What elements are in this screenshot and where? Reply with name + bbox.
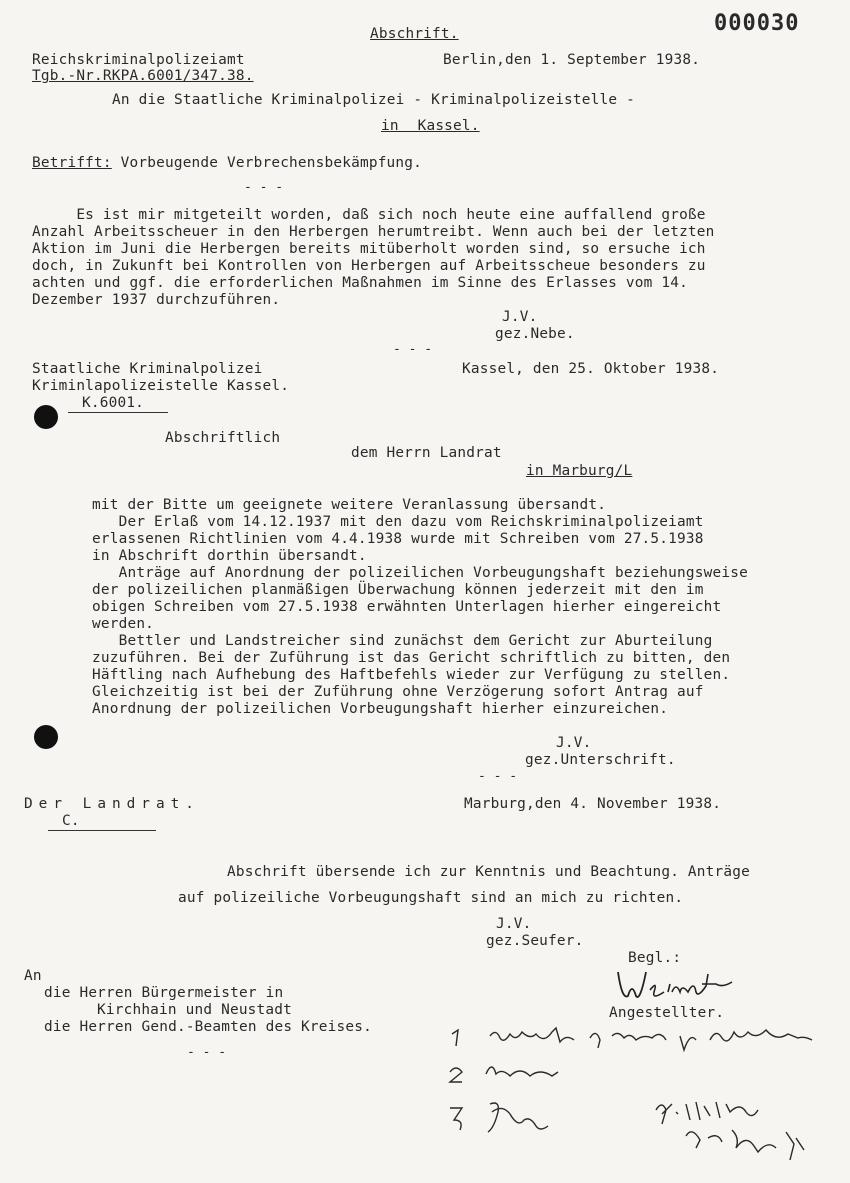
letter3-reference: C. bbox=[62, 813, 80, 829]
body-line: achten und ggf. die erforderlichen Maßnahmen im Sinne des Erlasses vom 14. bbox=[32, 275, 688, 291]
addressee-an: An bbox=[24, 968, 42, 984]
letter3-body-line1: Abschrift übersende ich zur Kenntnis und Beachtung. Anträge bbox=[227, 864, 750, 880]
letter3-place-date: Marburg,den 4. November 1938. bbox=[464, 796, 722, 812]
letter1-recipient-line2: in Kassel. bbox=[381, 118, 480, 134]
separator: - - - bbox=[244, 180, 284, 195]
document-number: 000030 bbox=[714, 11, 800, 36]
body-line: Anordnung der polizeilichen Vorbeugungshaft hierher einzureichen. bbox=[92, 701, 669, 717]
body-line: Der Erlaß vom 14.12.1937 mit den dazu vom Reichskriminalpolizeiamt bbox=[92, 514, 704, 530]
body-line: obigen Schreiben vom 27.5.1938 erwähnten Unterlagen hierher eingereicht bbox=[92, 599, 722, 615]
body-line: Anzahl Arbeitsscheuer in den Herbergen herumtreibt. Wenn auch bei der letzten bbox=[32, 224, 715, 240]
letter1-sign-name: gez.Nebe. bbox=[495, 326, 575, 342]
body-line: Gleichzeitig ist bei der Zuführung ohne Verzögerung sofort Antrag auf bbox=[92, 684, 704, 700]
body-line: der polizeilichen planmäßigen Überwachung können jederzeit mit den im bbox=[92, 582, 704, 598]
reference-underline bbox=[48, 830, 156, 831]
body-line: Häftling nach Aufhebung des Haftbefehls wieder zur Verfügung zu stellen. bbox=[92, 667, 731, 683]
letter1-recipient-line1: An die Staatliche Kriminalpolizei - Kriminalpolizeistelle - bbox=[112, 92, 635, 108]
addressee-line: die Herren Gend.-Beamten des Kreises. bbox=[44, 1019, 372, 1035]
letter3-sign-jv: J.V. bbox=[496, 916, 532, 932]
handwritten-notes bbox=[440, 1020, 840, 1170]
body-line: in Abschrift dorthin übersandt. bbox=[92, 548, 367, 564]
document-title: Abschrift. bbox=[370, 26, 459, 42]
letter3-office: Der Landrat. bbox=[24, 796, 200, 812]
separator: - - - bbox=[478, 769, 518, 784]
body-line: Anträge auf Anordnung der polizeilichen Vorbeugungshaft beziehungsweise bbox=[92, 565, 748, 581]
separator: - - - bbox=[187, 1045, 227, 1060]
letter2-reference: K.6001. bbox=[82, 395, 145, 411]
letter1-office: Reichskriminalpolizeiamt bbox=[32, 52, 245, 68]
subject-text: Vorbeugende Verbrechensbekämpfung. bbox=[111, 155, 423, 171]
body-line: zuzuführen. Bei der Zuführung ist das Gericht schriftlich zu bitten, den bbox=[92, 650, 731, 666]
body-line: Dezember 1937 durchzuführen. bbox=[32, 292, 281, 308]
body-line: Bettler und Landstreicher sind zunächst dem Gericht zur Aburteilung bbox=[92, 633, 713, 649]
letter1-sign-jv: J.V. bbox=[502, 309, 538, 325]
reference-underline bbox=[68, 412, 168, 413]
letter2-place-date: Kassel, den 25. Oktober 1938. bbox=[462, 361, 720, 377]
body-line: werden. bbox=[92, 616, 155, 632]
body-line: erlassenen Richtlinien vom 4.4.1938 wurde mit Schreiben vom 27.5.1938 bbox=[92, 531, 704, 547]
letter2-sign-jv: J.V. bbox=[556, 735, 592, 751]
letter2-recipient: dem Herrn Landrat bbox=[351, 445, 502, 461]
letter2-recipient-place: in Marburg/L bbox=[526, 463, 633, 479]
letter2-office-line2: Kriminlapolizeistelle Kassel. bbox=[32, 378, 290, 394]
body-line: doch, in Zukunft bei Kontrollen von Herbergen auf Arbeitsscheue besonders zu bbox=[32, 258, 706, 274]
letter2-sign-name: gez.Unterschrift. bbox=[525, 752, 676, 768]
body-line: Es ist mir mitgeteilt worden, daß sich noch heute eine auffallend große bbox=[32, 207, 706, 223]
letter3-sign-name: gez.Seufer. bbox=[486, 933, 584, 949]
addressee-line: die Herren Bürgermeister in bbox=[44, 985, 284, 1001]
punch-hole bbox=[34, 405, 58, 429]
signature-image bbox=[610, 962, 740, 1008]
letter1-subject bbox=[32, 155, 422, 171]
letter3-certified: Begl.: bbox=[628, 950, 682, 966]
letter3-body-line2: auf polizeiliche Vorbeugungshaft sind an mich zu richten. bbox=[178, 890, 684, 906]
letter2-abschriftlich: Abschriftlich bbox=[165, 430, 281, 446]
addressee-line: Kirchhain und Neustadt bbox=[97, 1002, 293, 1018]
body-line: mit der Bitte um geeignete weitere Veranlassung übersandt. bbox=[92, 497, 607, 513]
letter2-office-line1: Staatliche Kriminalpolizei bbox=[32, 361, 263, 377]
separator: - - - bbox=[393, 342, 433, 357]
punch-hole bbox=[34, 725, 58, 749]
letter3-employee: Angestellter. bbox=[609, 1005, 725, 1021]
letter1-reference: Tgb.-Nr.RKPA.6001/347.38. bbox=[32, 68, 254, 84]
letter1-place-date: Berlin,den 1. September 1938. bbox=[443, 52, 701, 68]
subject-label: Betrifft: bbox=[32, 155, 112, 171]
body-line: Aktion im Juni die Herbergen bereits mitüberholt worden sind, so ersuche ich bbox=[32, 241, 706, 257]
